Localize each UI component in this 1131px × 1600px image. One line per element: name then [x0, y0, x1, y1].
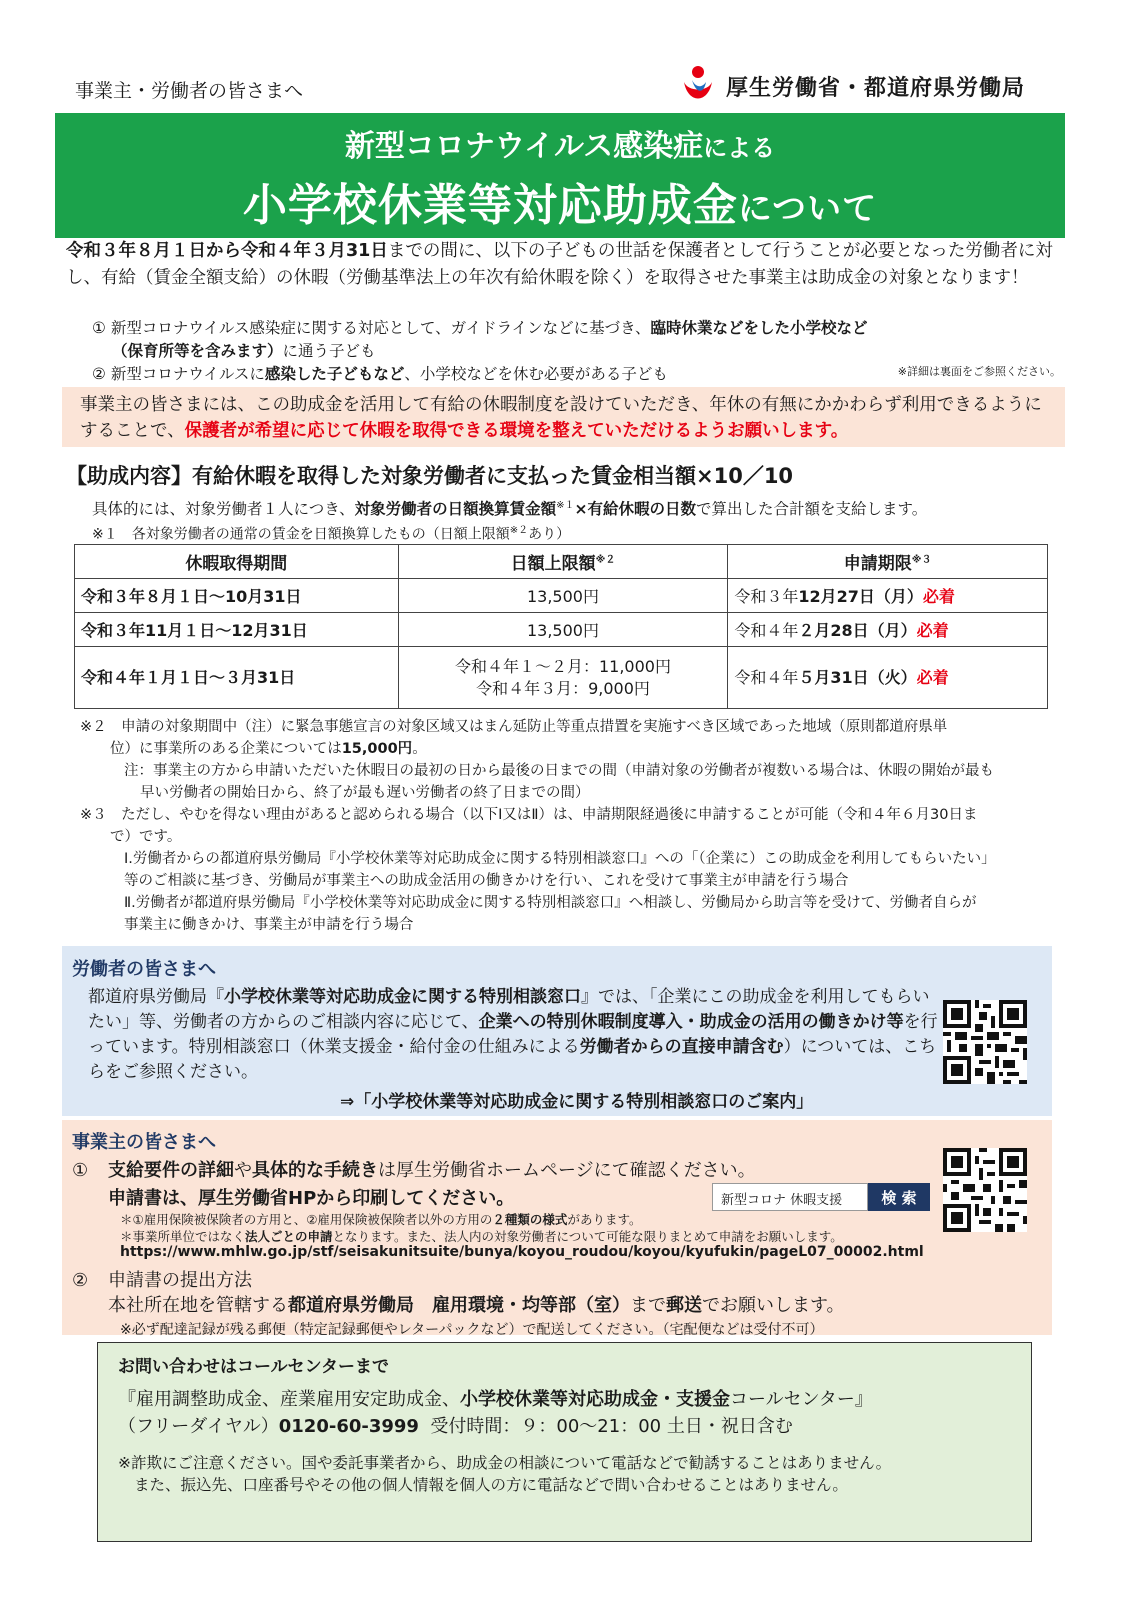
banner-line1: 新型コロナウイルス感染症による: [344, 129, 776, 164]
col-header-period: 休暇取得期間: [75, 545, 399, 579]
list-item: ② 新型コロナウイルスに感染した子どもなど、小学校などを休む必要がある子ども: [92, 365, 668, 383]
table-row: 令和３年８月１日～10月31日 13,500円 令和３年12月27日（月）必着: [75, 579, 1048, 613]
callcenter-title: お問い合わせはコールセンターまで: [118, 1357, 389, 1377]
fraud-warning: ※詐欺にご注意ください。国や委託事業者から、助成金の相談について電話などで勧誘することはありません。 また、振込先、口座番号やその他の個人情報を個人の方に電話などで問い合わせることはありません。: [118, 1454, 892, 1494]
col-header-limit: 日額上限額$^{※2}$: [398, 545, 728, 579]
ministry-name: 厚生労働省・都道府県労働局: [726, 75, 1026, 101]
consultation-link[interactable]: ⇒「小学校休業等対応助成金に関する特別相談窓口のご案内」: [340, 1092, 814, 1112]
ministry-logo-icon: [678, 64, 718, 108]
employers-step1: ① 支給要件の詳細や具体的な手続きは厚生労働省ホームページにて確認ください。: [72, 1160, 756, 1181]
col-header-deadline: 申請期限$^{※3}$: [728, 545, 1048, 579]
employers-step2: ② 申請書の提出方法 本社所在地を管轄する都道府県労働局 雇用環境・均等部（室）まで郵送でお願いします。 ※必ず配達記録が残る郵便（特定記録郵便やレターパックなど）で配送してください。（宅配便などは受付不可）: [72, 1270, 845, 1338]
qr-code-icon[interactable]: [943, 1148, 1027, 1232]
page-title: 小学校休業等対応助成金について: [242, 180, 878, 231]
search-box: [712, 1183, 930, 1211]
table-row: 令和４年１月１日～３月31日 令和４年１～２月：11,000円 令和４年３月：9,000円 令和４年５月31日（火）必着: [75, 647, 1048, 709]
table-row: 令和３年11月１日～12月31日 13,500円 令和４年２月28日（月）必着: [75, 613, 1048, 647]
title-banner: [55, 113, 1065, 238]
table-header-row: [75, 545, 1048, 579]
search-input[interactable]: 新型コロナ 休暇支援: [712, 1183, 868, 1211]
employer-request-box: 事業主の皆さまには、この助成金を活用して有給の休暇制度を設けていただき、年休の有無にかかわらず利用できるようにすることで、保護者が希望に応じて休暇を取得できる環境を整えていただけるようお願いします。: [62, 387, 1065, 447]
employers-print-note: 申請書は、厚生労働省HPから印刷してください。: [108, 1188, 515, 1209]
see-back-note: ※詳細は裏面をご参照ください。: [897, 365, 1061, 378]
employers-title: 事業主の皆さまへ: [72, 1132, 216, 1153]
subsidy-content-title: 【助成内容】有給休暇を取得した対象労働者に支払った賃金相当額×10／10: [66, 464, 794, 488]
subsidy-content-desc: 具体的には、対象労働者１人につき、対象労働者の日額換算賃金額$^{※1}$×有給休暇の日数で算出した合計額を支給します。 ※１ 各対象労働者の通常の賃金を日額換算したもの（日額上限額$^{※2}$あり）: [92, 500, 928, 543]
audience-label: 事業主・労働者の皆さまへ: [75, 80, 304, 102]
employers-form-notes: ＊①雇用保険被保険者の方用と、②雇用保険被保険者以外の方用の２種類の様式があります。 ＊事業所単位ではなく法人ごとの申請となります。また、法人内の対象労働者について可能な限りまとめて申請をお願いします。: [120, 1212, 843, 1244]
intro-text: 令和３年８月１日から令和４年３月31日までの間に、以下の子どもの世話を保護者として行うことが必要となった労働者に対し、有給（賃金全額支給）の休暇（労働基準法上の年次有給休暇を除く）を取得させた事業主は助成金の対象となります！: [66, 241, 1053, 288]
callcenter-phone: （フリーダイヤル）0120-60-3999 受付時間：９：00～21：00 土日・祝日含む: [118, 1416, 793, 1437]
workers-title: 労働者の皆さまへ: [72, 959, 216, 980]
list-item: ① 新型コロナウイルス感染症に関する対応として、ガイドラインなどに基づき、臨時休業などをした小学校など: [92, 319, 868, 337]
callcenter-name: 『雇用調整助成金、産業雇用安定助成金、小学校休業等対応助成金・支援金コールセンター』: [118, 1389, 873, 1410]
mhlw-url-link[interactable]: https://www.mhlw.go.jp/stf/seisakunitsuite/bunya/koyou_roudou/koyou/kyufukin/pageL07_00002.html: [120, 1244, 924, 1260]
subsidy-table: [74, 544, 1048, 709]
search-button[interactable]: 検 索: [868, 1183, 930, 1211]
workers-text: 都道府県労働局『小学校休業等対応助成金に関する特別相談窓口』では、「企業にこの助成金を利用してもらいたい」等、労働者の方からのご相談内容に応じて、企業への特別休暇制度導入・助成金の活用の働きかけ等を行っています。特別相談窓口（休業支援金・給付金の仕組みによる労働者からの直接申請含む）については、こちらをご参照ください。: [88, 987, 938, 1082]
list-item: （保育所等を含みます）に通う子ども: [112, 342, 376, 360]
qr-code-icon[interactable]: [943, 1000, 1027, 1084]
footnotes: ※２ 申請の対象期間中（注）に緊急事態宣言の対象区域又はまん延防止等重点措置を実施すべき区域であった地域（原則都道府県単 位）に事業所のある企業については15,000円。 注：事業主の方から申請いただいた休暇日の最初の日から最後の日までの間（申請対象の労働者が複数いる場合は、休暇の開始が最も 早い労働者の開始日から、終了が最も遅い労働者の終了日までの間） ※３ ただし、やむを得ない理由があると認められる場合（以下Ⅰ又はⅡ）は、申請期限経過後に申請することが可能（令和４年６月30日ま で）です。 Ⅰ.労働者からの都道府県労働局『小学校休業等対応助成金に関する特別相談窓口』への「（企業に）この助成金を利用してもらいたい」 等のご相談に基づき、労働局が事業主への助成金活用の働きかけを行い、これを受けて事業主が申請を行う場合 Ⅱ.労働者が都道府県労働局『小学校休業等対応助成金に関する特別相談窓口』へ相談し、労働局から助言等を受けて、労働者自らが 事業主に働きかけ、事業主が申請を行う場合: [80, 719, 996, 933]
ministry-logo: [678, 64, 1025, 108]
